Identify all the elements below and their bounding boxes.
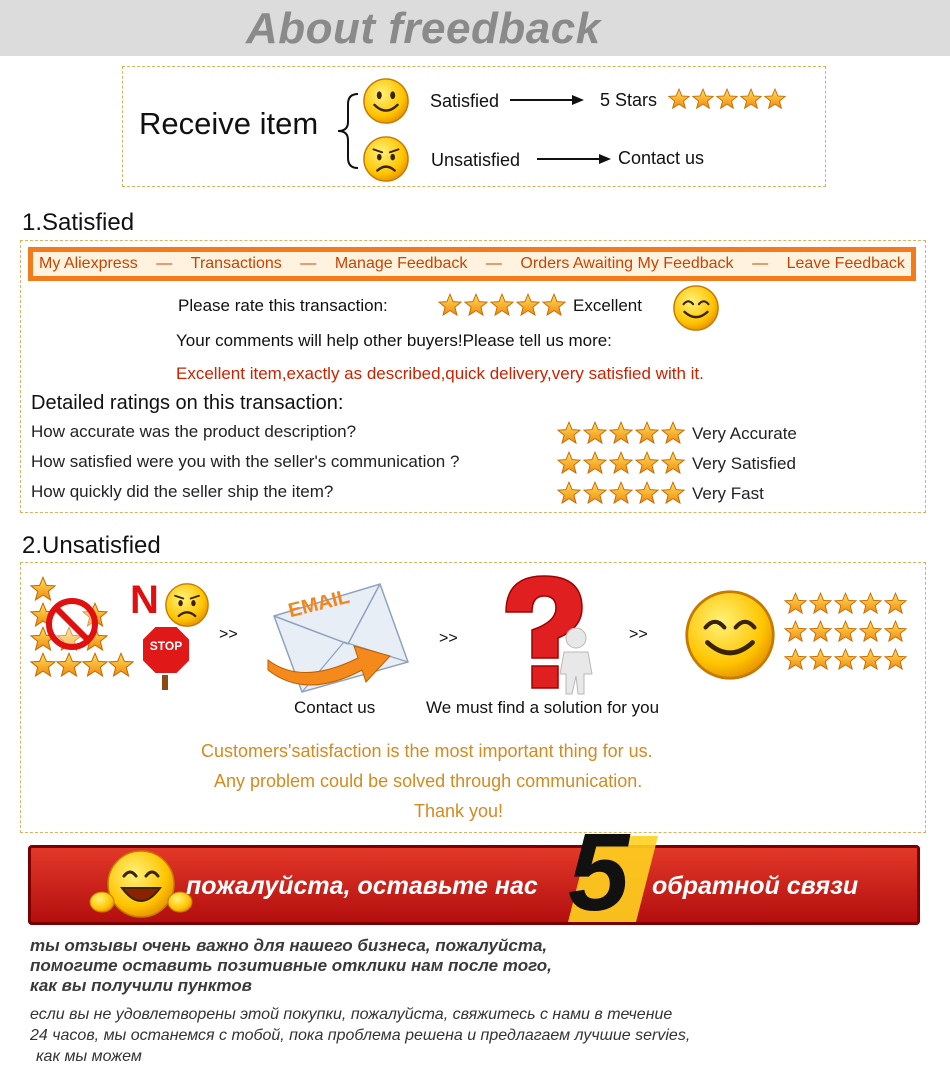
star-icon bbox=[834, 592, 857, 615]
star-icon bbox=[108, 652, 134, 678]
star-icon bbox=[716, 88, 738, 110]
section-satisfied-title: 1.Satisfied bbox=[22, 209, 135, 236]
big-five-number: 5 bbox=[568, 811, 630, 934]
arrow-right-icon bbox=[537, 151, 611, 167]
star-icon bbox=[609, 481, 633, 505]
star-icon bbox=[834, 620, 857, 643]
star-icon bbox=[784, 592, 807, 615]
communication-message: Any problem could be solved through communication. bbox=[214, 771, 643, 791]
star-icon bbox=[609, 421, 633, 445]
arrow-right-icon: >> bbox=[629, 626, 648, 643]
star-icon bbox=[784, 620, 807, 643]
nav-transactions[interactable]: Transactions bbox=[190, 255, 282, 272]
star-icon bbox=[635, 421, 659, 445]
smiley-sad-icon bbox=[362, 135, 410, 183]
five-stars-label: 5 Stars bbox=[600, 90, 658, 110]
rating-answer: Very Satisfied bbox=[692, 454, 796, 473]
feedback-nav-bar bbox=[28, 247, 916, 281]
star-icon bbox=[859, 648, 882, 671]
comment-text[interactable]: Excellent item,exactly as described,quick delivery,very satisfied with it. bbox=[176, 364, 704, 383]
star-icon bbox=[784, 648, 807, 671]
star-icon bbox=[82, 652, 108, 678]
banner-right-text: обратной связи bbox=[652, 872, 859, 900]
rate-stars[interactable] bbox=[438, 293, 566, 317]
star-icon bbox=[809, 648, 832, 671]
nav-separator: — bbox=[752, 255, 769, 272]
russian-paragraph-1 bbox=[30, 936, 552, 996]
arrow-right-icon: >> bbox=[219, 626, 238, 643]
star-icon bbox=[516, 293, 540, 317]
star-icon bbox=[635, 451, 659, 475]
comments-prompt: Your comments will help other buyers!Please tell us more: bbox=[176, 331, 612, 350]
nav-separator: — bbox=[300, 255, 317, 272]
arrow-right-icon bbox=[510, 92, 584, 108]
star-icon bbox=[668, 88, 690, 110]
russian-line: 24 часов, мы останемся с тобой, пока проблема решена и предлагаем лучшие servies, bbox=[30, 1027, 691, 1044]
rating-stars[interactable] bbox=[557, 451, 685, 475]
rate-prompt: Please rate this transaction: bbox=[178, 296, 388, 315]
star-icon bbox=[692, 88, 714, 110]
star-icon bbox=[557, 451, 581, 475]
star-icon bbox=[764, 88, 786, 110]
rating-question: How satisfied were you with the seller's communication ? bbox=[31, 452, 460, 471]
question-mark-figure-icon bbox=[494, 572, 612, 698]
rating-question: How quickly did the seller ship the item? bbox=[31, 482, 334, 501]
nav-separator: — bbox=[485, 255, 502, 272]
smiley-happy-icon bbox=[362, 77, 410, 125]
five-star-grid bbox=[784, 592, 912, 671]
star-icon bbox=[635, 481, 659, 505]
contact-us-caption: Contact us bbox=[294, 698, 376, 717]
star-icon bbox=[542, 293, 566, 317]
email-label: EMAIL bbox=[286, 585, 352, 623]
rate-value: Excellent bbox=[573, 296, 642, 315]
rating-stars[interactable] bbox=[557, 481, 685, 505]
star-icon bbox=[464, 293, 488, 317]
contact-us-label: Contact us bbox=[618, 148, 705, 168]
smiley-happy-icon bbox=[683, 588, 777, 682]
satisfied-label: Satisfied bbox=[430, 91, 500, 111]
star-icon bbox=[859, 592, 882, 615]
star-icon bbox=[884, 648, 907, 671]
star-icon bbox=[583, 421, 607, 445]
no-letter: N bbox=[130, 578, 159, 622]
rating-question: How accurate was the product description? bbox=[31, 422, 357, 441]
russian-line: если вы не удовлетворены этой покупки, пожалуйста, свяжитесь с нами в течение bbox=[30, 1006, 673, 1023]
page-title: About freedback bbox=[246, 4, 601, 53]
star-icon bbox=[834, 648, 857, 671]
nav-separator: — bbox=[156, 255, 173, 272]
star-icon bbox=[859, 620, 882, 643]
star-icon bbox=[661, 451, 685, 475]
arrow-right-icon: >> bbox=[439, 630, 458, 647]
stop-sign-label: STOP bbox=[149, 639, 183, 653]
russian-paragraph-2 bbox=[30, 1004, 690, 1067]
section-unsatisfied-title: 2.Unsatisfied bbox=[22, 532, 161, 559]
brace-icon bbox=[334, 92, 362, 170]
russian-line: как мы можем bbox=[36, 1048, 142, 1065]
star-icon bbox=[740, 88, 762, 110]
nav-my-aliexpress[interactable]: My Aliexpress bbox=[39, 255, 138, 272]
star-icon bbox=[661, 421, 685, 445]
star-icon bbox=[490, 293, 514, 317]
rating-answer: Very Accurate bbox=[692, 424, 797, 443]
nav-leave-feedback[interactable]: Leave Feedback bbox=[786, 255, 905, 272]
satisfaction-message: Customers'satisfaction is the most important thing for us. bbox=[201, 741, 653, 761]
detailed-ratings-title: Detailed ratings on this transaction: bbox=[31, 392, 344, 414]
rating-answer: Very Fast bbox=[692, 484, 764, 503]
star-icon bbox=[809, 592, 832, 615]
star-icon bbox=[56, 652, 82, 678]
feedback-nav-inner bbox=[33, 252, 911, 276]
five-stars-rating bbox=[668, 88, 786, 110]
star-icon bbox=[661, 481, 685, 505]
star-icon bbox=[30, 652, 56, 678]
star-icon bbox=[884, 620, 907, 643]
star-icon bbox=[557, 481, 581, 505]
star-icon bbox=[609, 451, 633, 475]
thank-you-message: Thank you! bbox=[414, 801, 504, 821]
smiley-sad-icon bbox=[164, 582, 210, 628]
nav-orders-awaiting[interactable]: Orders Awaiting My Feedback bbox=[520, 255, 734, 272]
solution-caption: We must find a solution for you bbox=[426, 698, 660, 717]
russian-line: как вы получили пунктов bbox=[30, 976, 252, 995]
star-icon bbox=[583, 451, 607, 475]
banner-left-text: пожалуйста, оставьте нас bbox=[186, 872, 538, 900]
smiley-happy-icon bbox=[672, 284, 720, 332]
nav-manage-feedback[interactable]: Manage Feedback bbox=[334, 255, 468, 272]
russian-line: ты отзывы очень важно для нашего бизнеса, пожалуйста, bbox=[30, 936, 548, 955]
unsatisfied-label: Unsatisfied bbox=[431, 150, 521, 170]
laughing-smiley-icon bbox=[88, 844, 194, 922]
star-icon bbox=[583, 481, 607, 505]
star-icon bbox=[438, 293, 462, 317]
star-icon bbox=[809, 620, 832, 643]
stop-sign-icon bbox=[140, 624, 192, 692]
star-icon bbox=[884, 592, 907, 615]
rating-stars[interactable] bbox=[557, 421, 685, 445]
star-icon bbox=[557, 421, 581, 445]
receive-item-label: Receive item bbox=[139, 106, 319, 141]
no-symbol-icon bbox=[44, 596, 100, 652]
russian-line: помогите оставить позитивные отклики нам после того, bbox=[30, 956, 552, 975]
crossed-stars-graphic bbox=[30, 576, 138, 680]
